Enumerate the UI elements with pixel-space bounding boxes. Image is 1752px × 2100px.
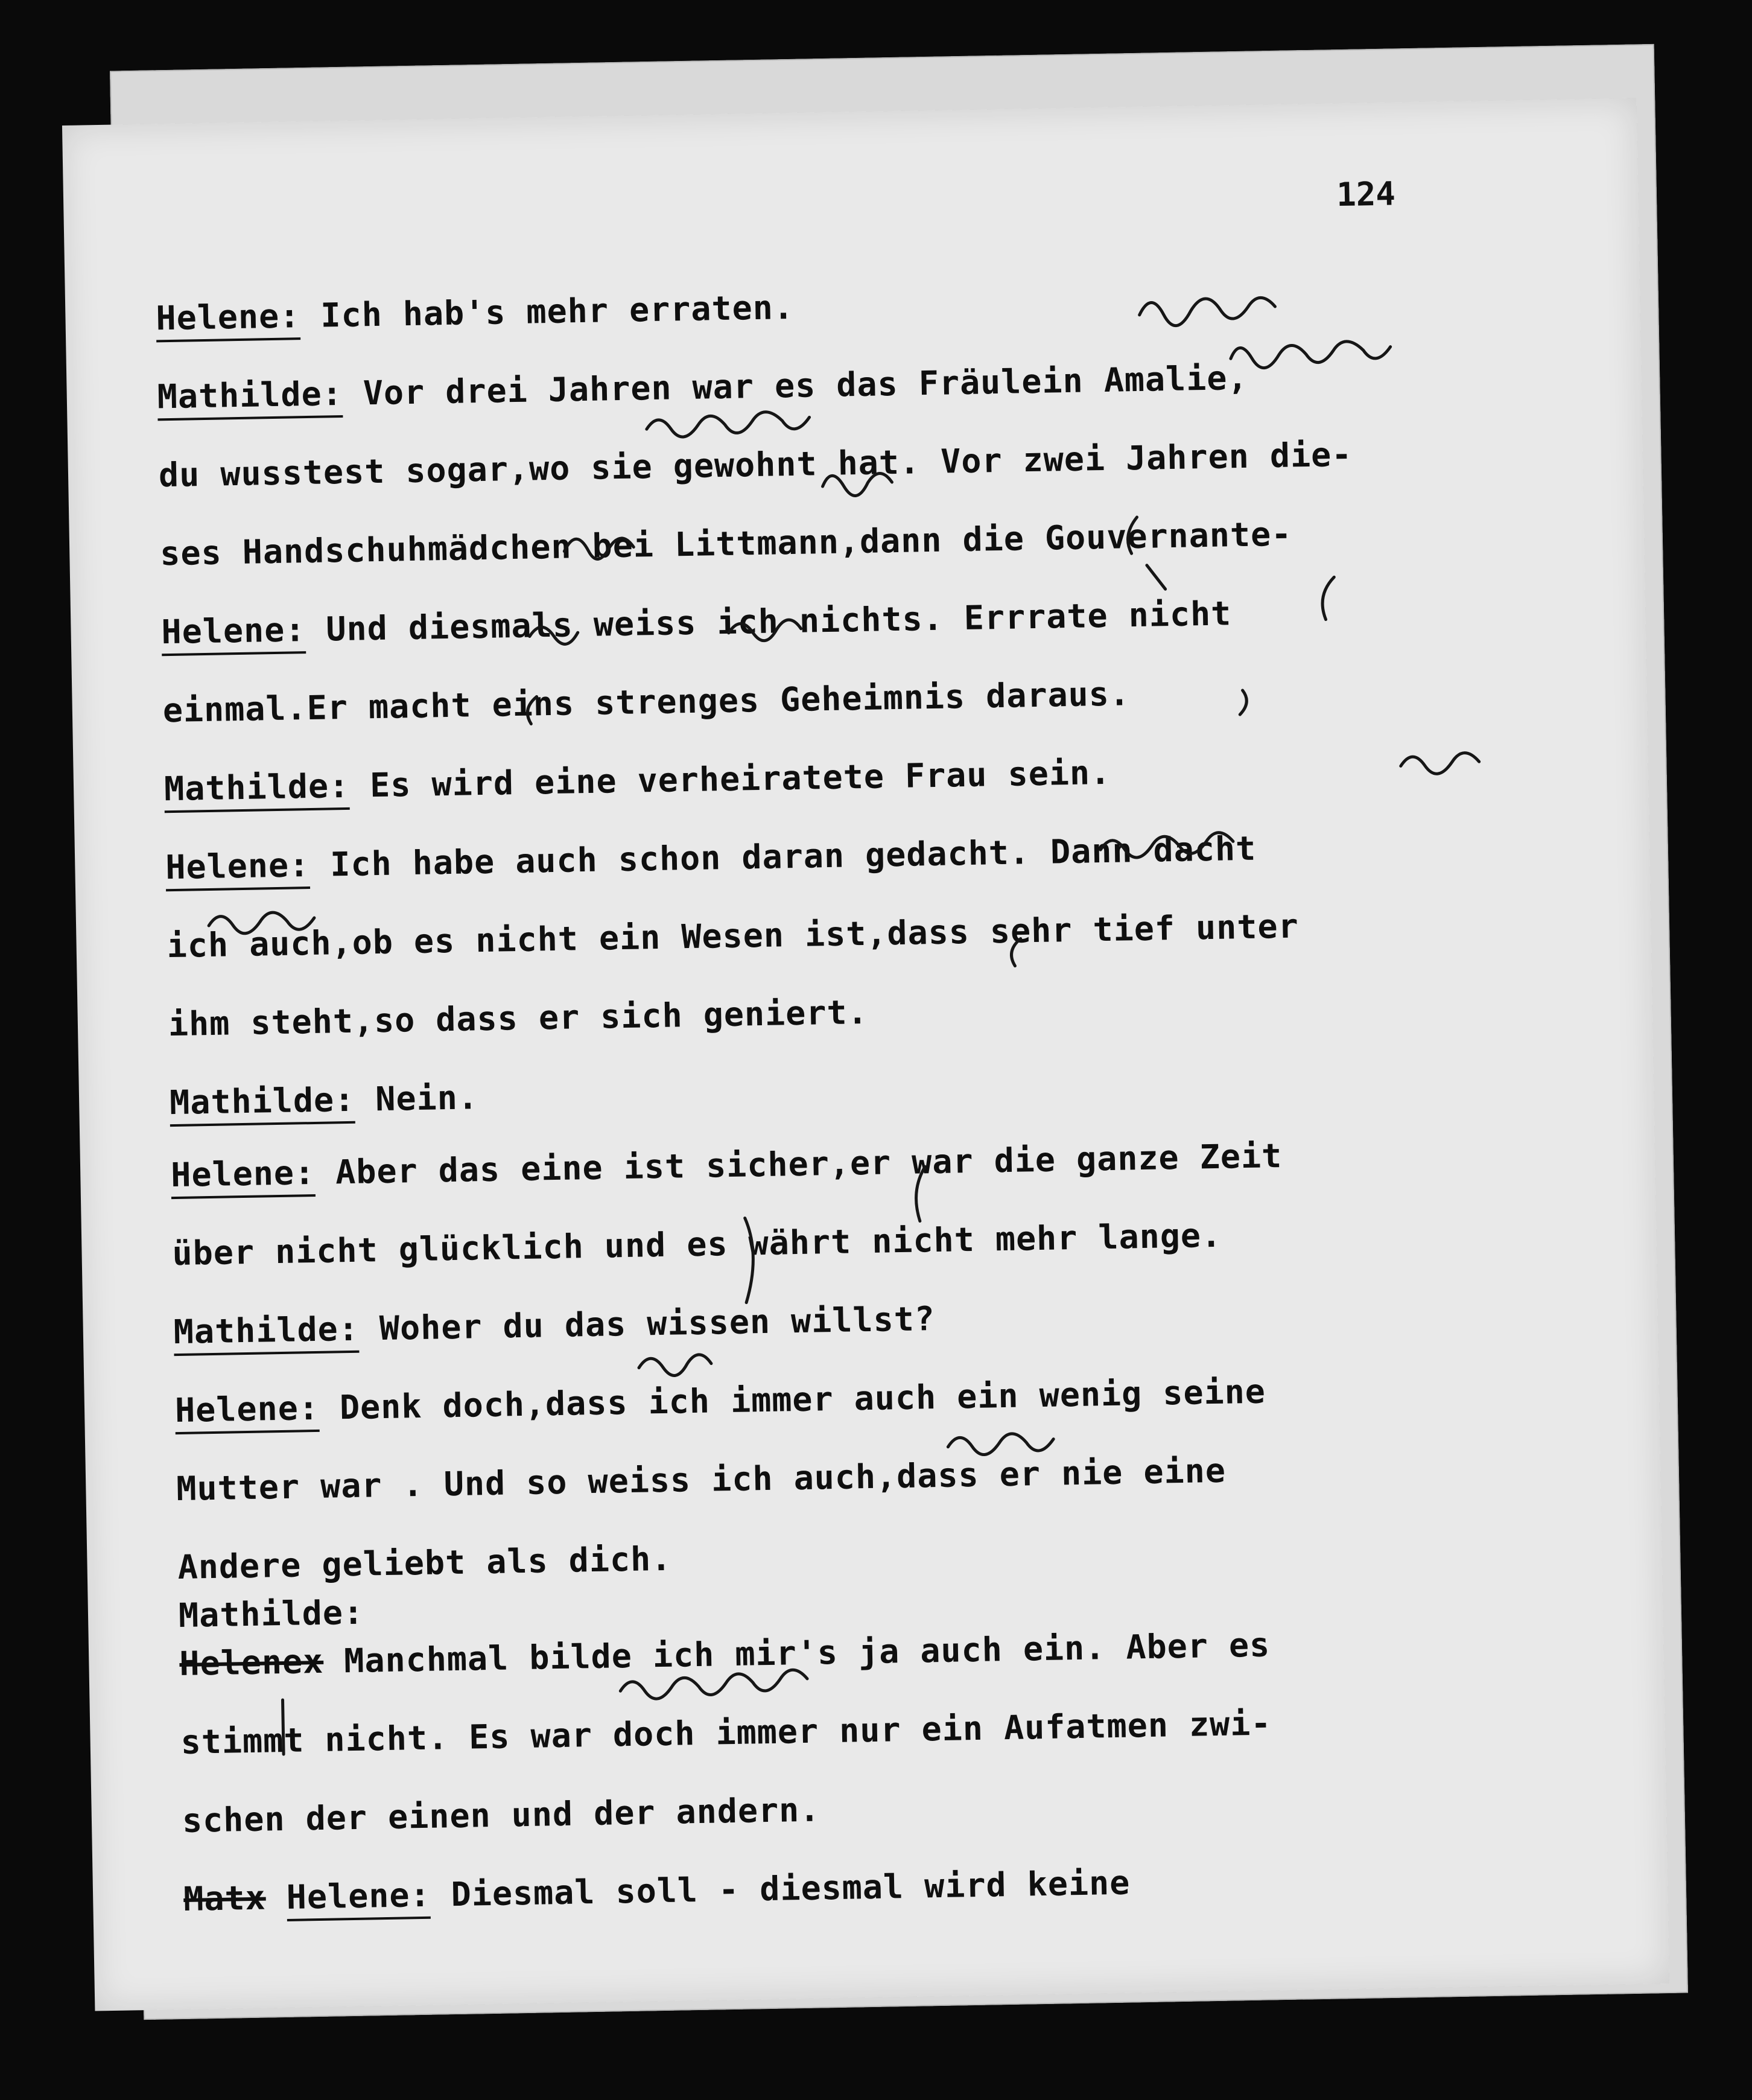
speaker-label: Mathilde:: [173, 1309, 359, 1356]
speaker-label: Mathilde:: [170, 1080, 355, 1127]
line-text: schen der einen und der andern.: [182, 1790, 820, 1840]
speaker-label: Mathilde:: [164, 766, 350, 813]
line-text: einmal.Er macht eins strenges Geheimnis daraus.: [162, 674, 1131, 730]
speaker-label: Helene:: [161, 610, 306, 656]
struck-text: Matx: [183, 1878, 267, 1918]
line-text: Diesmal soll - diesmal wird keine: [430, 1863, 1131, 1914]
line-text: ihm steht,so dass er sich geniert.: [168, 992, 869, 1044]
line-text: Mutter war . Und so weiss ich auch,dass er nie eine: [176, 1451, 1227, 1509]
line-text: Ich hab's mehr erraten.: [299, 287, 795, 336]
line-text: stimmt nicht. Es war doch immer nur ein Aufatmen zwi-: [180, 1704, 1272, 1761]
page-number: 124: [1336, 174, 1396, 214]
line-text: Ich habe auch schon daran gedacht. Dann dacht: [309, 829, 1257, 885]
struck-text: Helenex: [179, 1641, 324, 1684]
speaker-label: Mathilde:: [157, 374, 343, 421]
line-text: Vor drei Jahren war es das Fräulein Amalie,: [342, 358, 1249, 413]
line-text: Es wird eine verheiratete Frau sein.: [349, 752, 1111, 805]
line-text: Aber das eine ist sicher,er war die ganze Zeit: [314, 1136, 1283, 1192]
line-text: Manchmal bilde ich mir's ja auch ein. Aber es: [323, 1625, 1271, 1681]
line-text: Andere geliebt als dich.: [177, 1539, 672, 1587]
handwritten-marks: [62, 98, 1669, 2011]
line-text: ses Handschuhmädchen bei Littmann,dann die Gouvernante-: [159, 514, 1292, 573]
line-text: Nein.: [354, 1078, 479, 1119]
line-text: Denk doch,dass ich immer auch ein wenig seine: [319, 1372, 1266, 1427]
line-text: Mathilde:: [178, 1592, 364, 1635]
speaker-label: Helene:: [171, 1153, 316, 1199]
speaker-label: Helene:: [165, 845, 310, 891]
speaker-label: Helene:: [286, 1876, 431, 1921]
line-text: über nicht glücklich und es währt nicht mehr lange.: [172, 1215, 1222, 1273]
line-text: Woher du das wissen willst?: [358, 1299, 936, 1348]
speaker-label: Helene:: [175, 1389, 320, 1434]
speaker-label: Helene:: [156, 296, 300, 342]
line-text: ich auch,ob es nicht ein Wesen ist,dass sehr tief unter: [167, 906, 1300, 966]
line-text: du wusstest sogar,wo sie gewohnt hat. Vor zwei Jahren die-: [158, 434, 1353, 495]
typescript-page: [62, 98, 1669, 2011]
line-text: Und diesmals weiss ich nichts. Errrate nicht: [305, 594, 1232, 649]
